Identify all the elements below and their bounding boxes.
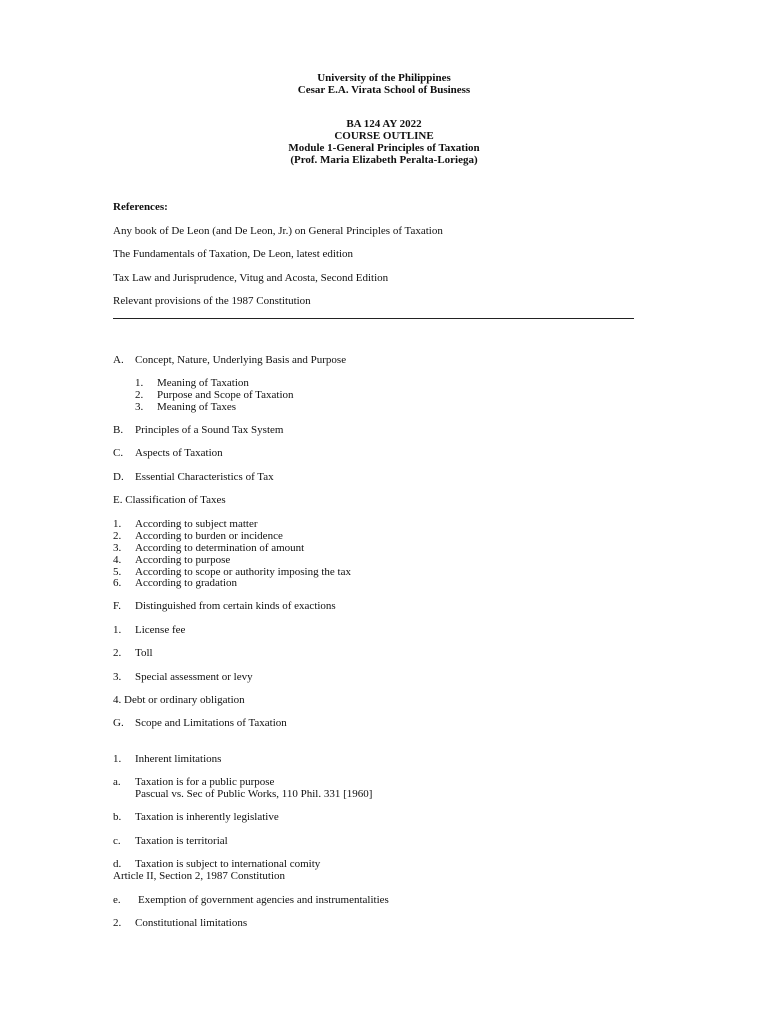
section-title-b: Principles of a Sound Tax System	[135, 424, 284, 436]
case-citation: Pascual vs. Sec of Public Works, 110 Phil. 331 [1960]	[135, 788, 373, 800]
list-number: 3.	[135, 401, 144, 413]
list-number: 2.	[135, 389, 144, 401]
list-item: Constitutional limitations	[135, 917, 248, 929]
list-item: Taxation is territorial	[135, 835, 228, 847]
list-item: Purpose and Scope of Taxation	[157, 389, 294, 401]
reference-item: The Fundamentals of Taxation, De Leon, latest edition	[113, 248, 354, 260]
list-item: According to burden or incidence	[135, 530, 283, 542]
section-title-g: Scope and Limitations of Taxation	[135, 717, 287, 729]
section-letter: D.	[113, 471, 124, 483]
list-item: According to determination of amount	[135, 542, 305, 554]
section-letter: A.	[113, 354, 124, 366]
list-item: According to purpose	[135, 554, 231, 566]
section-title-f: Distinguished from certain kinds of exactions	[135, 600, 336, 612]
list-item: According to subject matter	[135, 518, 258, 530]
list-number: 1.	[135, 377, 144, 389]
list-item: Meaning of Taxes	[157, 401, 237, 413]
section-letter: G.	[113, 717, 124, 729]
course-outline-title: COURSE OUTLINE	[334, 130, 434, 142]
section-title-c: Aspects of Taxation	[135, 447, 223, 459]
list-number: 2.	[113, 647, 122, 659]
list-number: 3.	[113, 542, 122, 554]
list-letter: b.	[113, 811, 122, 823]
list-item: Taxation is inherently legislative	[135, 811, 279, 823]
list-item: Taxation is subject to international comity	[135, 858, 321, 870]
list-number: 1.	[113, 518, 122, 530]
list-item: License fee	[135, 624, 186, 636]
list-letter: a.	[113, 776, 121, 788]
horizontal-rule	[113, 318, 634, 319]
list-number: 2.	[113, 917, 122, 929]
reference-item: Tax Law and Jurisprudence, Vitug and Acosta, Second Edition	[113, 272, 389, 284]
professor-name: (Prof. Maria Elizabeth Peralta-Loriega)	[290, 154, 478, 166]
list-number: 6.	[113, 577, 122, 589]
section-title-d: Essential Characteristics of Tax	[135, 471, 274, 483]
list-number: 2.	[113, 530, 122, 542]
list-item: 4. Debt or ordinary obligation	[113, 694, 245, 706]
list-item: Exemption of government agencies and instrumentalities	[138, 894, 389, 906]
list-item: Toll	[135, 647, 153, 659]
list-item: According to gradation	[135, 577, 238, 589]
list-letter: e.	[113, 894, 121, 906]
list-number: 1.	[113, 753, 122, 765]
list-item: Meaning of Taxation	[157, 377, 249, 389]
section-letter: B.	[113, 424, 124, 436]
module-title: Module 1-General Principles of Taxation	[288, 142, 480, 154]
section-letter: C.	[113, 447, 124, 459]
section-title-a: Concept, Nature, Underlying Basis and Purpose	[135, 354, 347, 366]
list-item: Inherent limitations	[135, 753, 222, 765]
list-number: 5.	[113, 566, 122, 578]
section-title-e: E. Classification of Taxes	[113, 494, 226, 506]
list-number: 3.	[113, 671, 122, 683]
school-title: Cesar E.A. Virata School of Business	[297, 84, 471, 96]
reference-item: Relevant provisions of the 1987 Constitution	[113, 295, 311, 307]
list-item: According to scope or authority imposing the tax	[135, 566, 351, 578]
list-number: 4.	[113, 554, 122, 566]
section-letter: F.	[113, 600, 121, 612]
list-letter: d.	[113, 858, 122, 870]
reference-item: Any book of De Leon (and De Leon, Jr.) on General Principles of Taxation	[113, 225, 443, 237]
list-letter: c.	[113, 835, 121, 847]
course-code: BA 124 AY 2022	[346, 118, 422, 130]
list-item: Taxation is for a public purpose	[135, 776, 275, 788]
university-title: University of the Philippines	[317, 72, 451, 84]
list-number: 1.	[113, 624, 122, 636]
references-heading: References:	[113, 201, 168, 213]
list-item: Special assessment or levy	[135, 671, 253, 683]
constitution-reference: Article II, Section 2, 1987 Constitution	[113, 870, 286, 882]
